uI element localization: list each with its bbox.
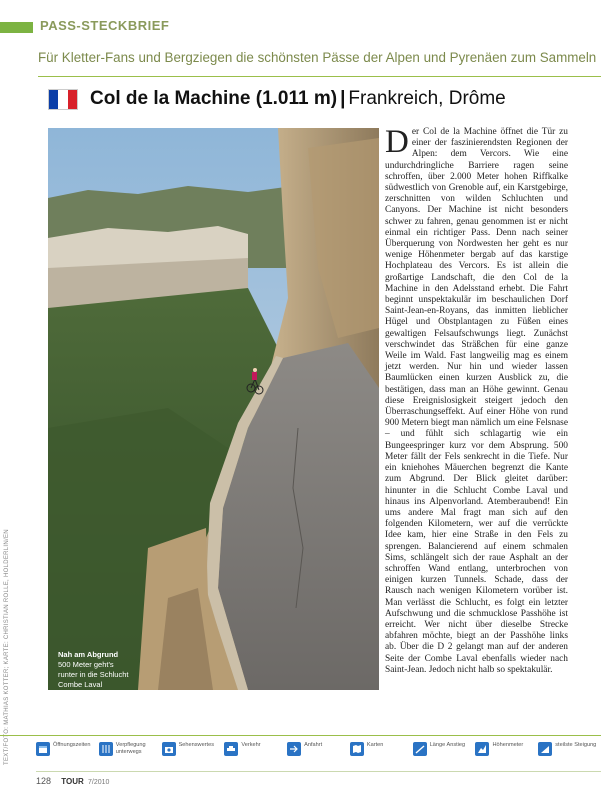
pass-region: Frankreich, Drôme: [348, 88, 506, 109]
legend-label: Länge Anstieg: [429, 742, 466, 748]
photo-credit-text: TEXT/FOTO: MATHIAS KOTTER; KARTE: CHRISTIAN ROLLE, HOLDERLIN/EN: [4, 529, 10, 765]
section-label: PASS-STECKBRIEF: [40, 18, 170, 33]
article-body: [385, 124, 568, 676]
title-separator: |: [340, 88, 346, 109]
drop-cap: D: [385, 124, 409, 160]
hero-photo: [48, 128, 379, 690]
legend-item-elevation: [475, 742, 538, 772]
france-flag-icon: [48, 89, 78, 110]
caption-line: runter in die Schlucht: [58, 670, 129, 679]
legend-label: Höhenmeter: [492, 742, 524, 748]
legend-label: steilste Steigung: [555, 742, 597, 748]
distance-icon: [413, 742, 427, 756]
photo-caption: [58, 650, 188, 690]
legend-item-food: [99, 742, 162, 772]
magazine-name: TOUR: [61, 777, 84, 786]
legend-divider: [0, 735, 601, 736]
legend-item-sights: [162, 742, 225, 772]
elevation-icon: [475, 742, 489, 756]
magazine-issue: 7/2010: [88, 779, 110, 786]
legend-item-climb-length: [413, 742, 476, 772]
section-color-bar: [0, 22, 33, 33]
legend-label: Öffnungszeiten: [53, 742, 91, 748]
camera-icon: [162, 742, 176, 756]
legend-item-steepest-gradient: [538, 742, 601, 772]
caption-headline: Nah am Abgrund: [58, 650, 119, 659]
header-divider: [38, 76, 601, 77]
legend-item-traffic: [224, 742, 287, 772]
calendar-icon: [36, 742, 50, 756]
pass-title: [90, 88, 506, 110]
legend-item-maps: [350, 742, 413, 772]
legend-bar: [36, 742, 601, 772]
pass-name: Col de la Machine (1.011 m): [90, 88, 338, 109]
arrow-icon: [287, 742, 301, 756]
page-footer: [36, 776, 109, 786]
map-icon: [350, 742, 364, 756]
legend-label: Anfahrt: [304, 742, 323, 748]
legend-item-approach: [287, 742, 350, 772]
section-subtitle: Für Kletter-Fans und Bergziegen die schönsten Pässe der Alpen und Pyrenäen zum Sammeln: [38, 50, 597, 65]
car-icon: [224, 742, 238, 756]
page-number: 128: [36, 776, 52, 786]
footer-divider: [36, 771, 601, 772]
food-icon: [99, 742, 113, 756]
caption-line: 500 Meter geht's: [58, 660, 114, 669]
article-text: er Col de la Machine öffnet die Tür zu einer der faszinierendsten Regionen der Alpen: dem Vercors. Wie eine undurchdringliche Barriere ragen seine schroffen, über 2.000 Meter hohen Riffkalke südwestlich von Grenoble auf, ein Karstgebirge, zerschnitten von wilden Schluchten und Canyons. Der Machine ist nicht besonders schwer zu fahren, genau genommen ist er nicht einmal ein richtiger Pass. Denn nach seiner Überquerung von Nordwesten her geht es nur wenige Höhenmeter bergab auf das karstige Hochplateau des Vercors. Es ist allein die großartige Landschaft, die den Col de la Machine in den Adelsstand erhebt. Die Fahrt beginnt unspektakulär im beschaulichen Dorf Saint-Jean-en-Royans, das inmitten lieblicher Hügel und Obstplantagen zu Füßen eines gewaltigen Felsaufschwungs liegt. Zunächst verschwindet das Sträßchen für eine ganze Weile im Wald. Fast langweilig mag es einem jetzt werden. Nur hin und wieder lassen Baumlücken einen kurzen Ausblick zu, die bestätigen, dass man an Höhe gewinnt. Genau diese Ereignislosigkeit steigert jedoch den Überraschungseffekt. Auf einer Höhe von rund 900 Metern biegt man nämlich um eine Felsnase – und fühlt sich schlagartig wie ein Bungeespringer kurz vor dem Absprung. 500 Meter fällt der Fels senkrecht in die Tiefe. Nur ein kniehohes Mäuerchen begrenzt die Kante zum Abgrund. Der Blick gleitet darüber: hinunter in die Schlucht Combe Laval und hinaus ins Alpenvorland. Atemberaubend! Ein ums andere Mal fragt man sich auf den folgenden Kilometern, wer auf die verrückte Idee kam, hier eine Straße in den Fels zu sprengen. Balancierend auf einem schmalen Sims, schlängelt sich der raue Asphalt an der schroffen Wand entlang, unterbrochen von einigen kurzen Tunnels. Schade, dass der Rausch nach wenigen Kilometern vorüber ist. Man verlässt die Schlucht, es folgt ein letzter Aufschwung und die schmucklose Passhöhe ist erreicht. Wer nicht über dieselbe Strecke abfahren möchte, biegt an der Passhöhe links ab. Über die D 2 gelangt man auf der anderen Seite der Combe Laval ebenfalls wieder nach Saint-Jean. Jedoch nicht halb so spektakulär.: [385, 127, 568, 675]
legend-label: Verpflegung unterwegs: [115, 742, 146, 755]
legend-label: Verkehr: [241, 742, 261, 748]
photo-credit: [4, 505, 16, 765]
gradient-icon: [538, 742, 552, 756]
cliff-road-illustration: [48, 128, 379, 690]
caption-line: Combe Laval: [58, 680, 103, 689]
legend-label: Sehenswertes: [178, 742, 215, 748]
legend-label: Karten: [366, 742, 384, 748]
legend-item-opening-hours: [36, 742, 99, 772]
